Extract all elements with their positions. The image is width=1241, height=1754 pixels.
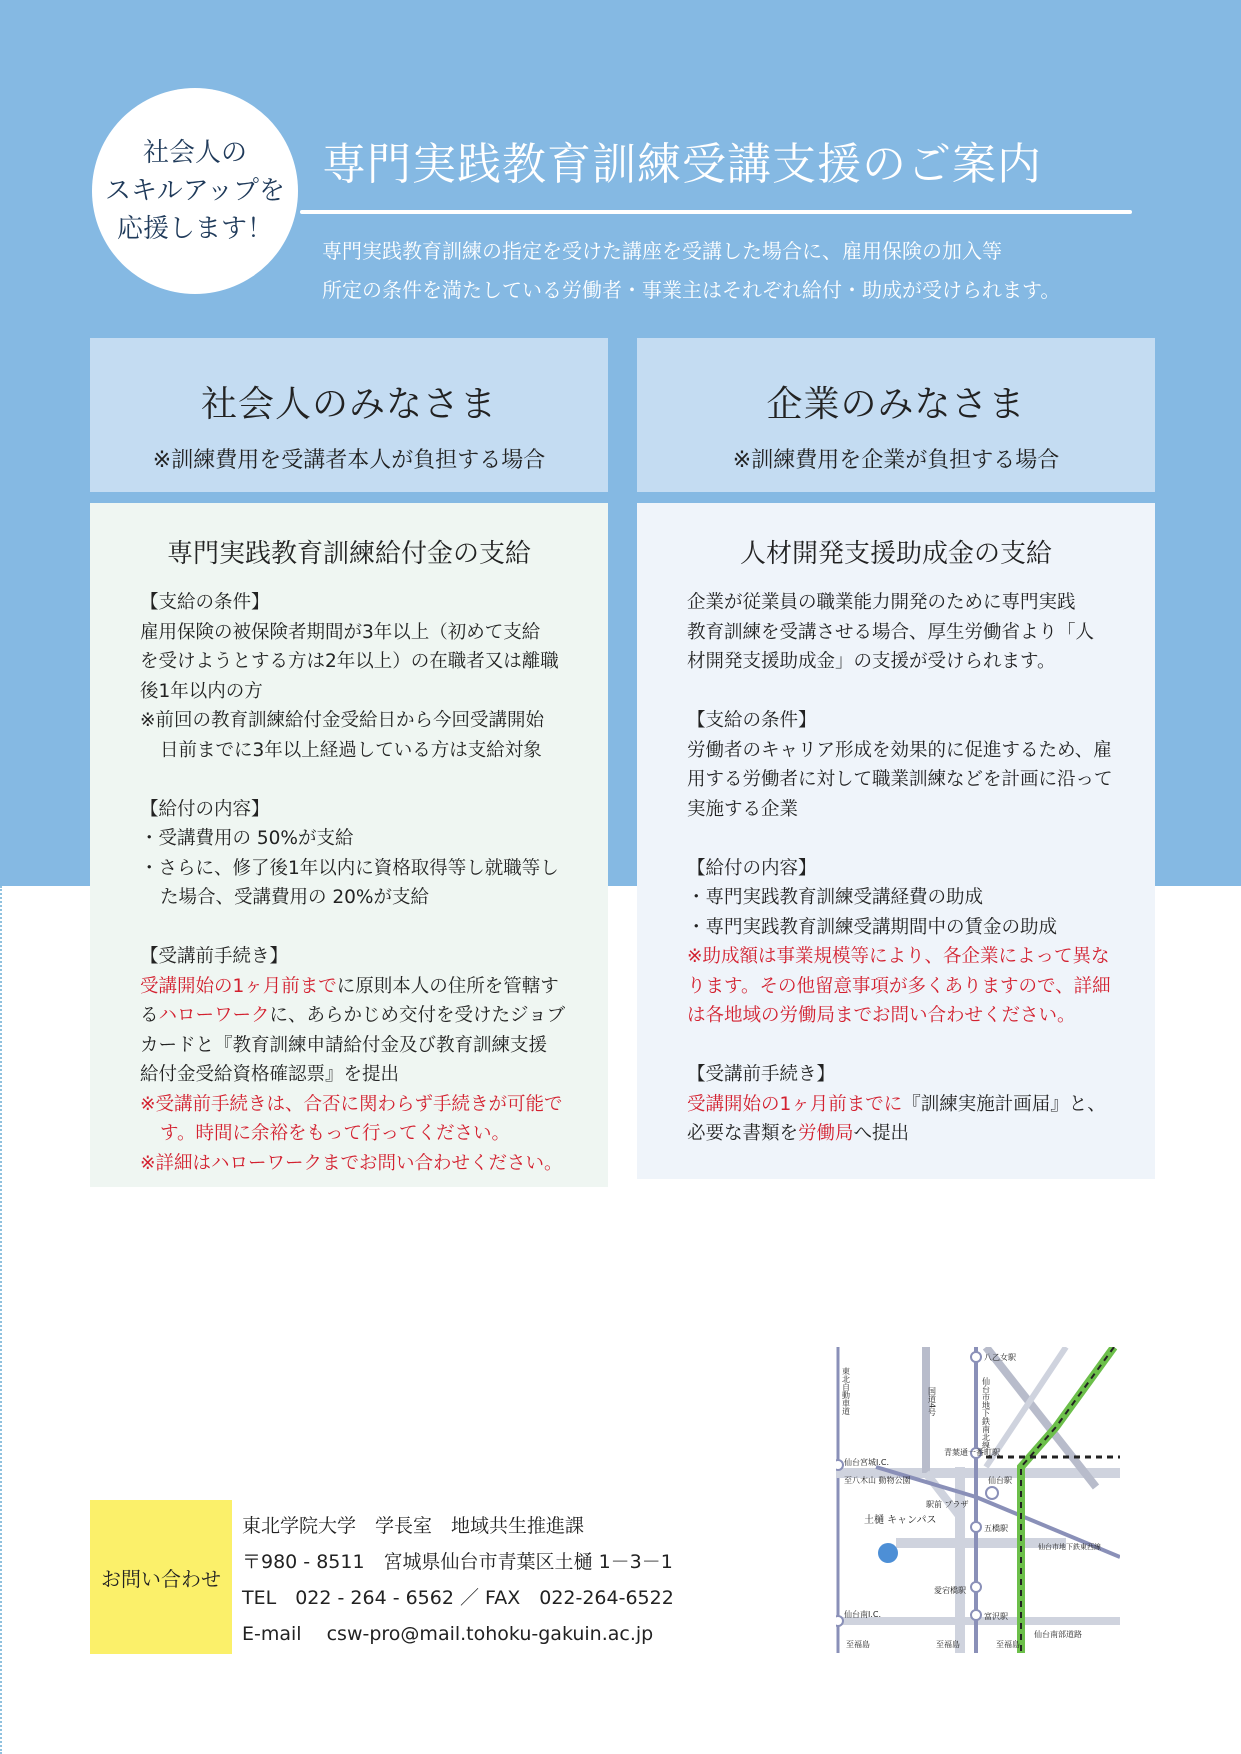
map-label: 仙台南I.C. bbox=[844, 1610, 882, 1619]
map-label: 愛宕橋駅 bbox=[934, 1586, 966, 1595]
map-svg bbox=[836, 1347, 1120, 1653]
badge-circle bbox=[92, 88, 298, 294]
text-span: に原則本人の住所を管轄す bbox=[336, 975, 559, 997]
map-label: 五橋駅 bbox=[984, 1524, 1008, 1533]
ic-miyagi-marker bbox=[836, 1460, 843, 1470]
map-label: 仙台駅 bbox=[988, 1476, 1012, 1485]
station-aikoku-marker bbox=[971, 1582, 981, 1592]
badge-text: 社会人の スキルアップを 応援します！ bbox=[105, 138, 285, 244]
map-label: 仙台市地下鉄南北線 bbox=[981, 1377, 991, 1449]
warning-line: す。時間に余裕をもって行ってください。 bbox=[160, 1123, 511, 1144]
text-line: 給付金受給資格確認票』を提出 bbox=[140, 1064, 400, 1085]
contact-label-box bbox=[90, 1500, 232, 1654]
map-label: 富沢駅 bbox=[984, 1612, 1008, 1621]
column-header-individuals bbox=[90, 338, 608, 492]
section-label: 【給付の内容】 bbox=[140, 798, 270, 820]
text-span: へ提出 bbox=[853, 1123, 910, 1144]
text-line: 企業が従業員の職業能力開発のために専門実践 bbox=[687, 592, 1076, 613]
contact-info bbox=[242, 1508, 674, 1652]
note-line: 日前までに3年以上経過している方は支給対象 bbox=[160, 739, 542, 761]
intro-line: 専門実践教育訓練の指定を受けた講座を受講した場合に、雇用保険の加入等 bbox=[322, 239, 1002, 263]
station-yaotome-marker bbox=[971, 1352, 981, 1362]
section-label: 【受講前手続き】 bbox=[687, 1064, 836, 1085]
text-span: に、あらかじめ交付を受けたジョブ bbox=[269, 1005, 566, 1026]
text-line: 実施する企業 bbox=[687, 798, 799, 820]
column-subheading: ※訓練費用を受講者本人が負担する場合 bbox=[152, 448, 546, 473]
station-sendai-marker bbox=[986, 1487, 998, 1499]
column-heading: 企業のみなさま bbox=[766, 384, 1026, 425]
warning-line: ります。その他留意事項が多くありますので、詳細 bbox=[687, 975, 1111, 997]
map-label: 至福島 bbox=[936, 1640, 960, 1649]
panel-individual-benefit bbox=[90, 503, 608, 1187]
map-label: 八乙女駅 bbox=[984, 1353, 1016, 1362]
contact-org: 東北学院大学 学長室 地域共生推進課 bbox=[242, 1515, 585, 1537]
section-label: 【支給の条件】 bbox=[687, 710, 817, 731]
map-label: 至福島 bbox=[846, 1640, 870, 1649]
text-line: 労働者のキャリア形成を効果的に促進するため、雇 bbox=[687, 739, 1112, 761]
access-map bbox=[836, 1347, 1120, 1653]
bullet-line: ・専門実践教育訓練受講期間中の賃金の助成 bbox=[687, 916, 1058, 938]
note-line: ※前回の教育訓練給付金受給日から今回受講開始 bbox=[140, 710, 545, 731]
section-label: 【給付の内容】 bbox=[687, 857, 817, 879]
text-line bbox=[140, 1001, 588, 1031]
text-line bbox=[687, 1119, 1135, 1149]
text-line: 用する労働者に対して職業訓練などを計画に沿って bbox=[687, 769, 1113, 790]
map-label: 青葉通一番町駅 bbox=[944, 1448, 1000, 1457]
bullet-line: た場合、受講費用の 20%が支給 bbox=[160, 887, 430, 908]
text-span: る bbox=[140, 1005, 159, 1026]
panel-body bbox=[637, 588, 1155, 1149]
text-line: 後1年以内の方 bbox=[140, 680, 263, 702]
map-label: 駅前 プラザ bbox=[926, 1500, 969, 1509]
text-span: 必要な書類を bbox=[687, 1123, 799, 1144]
title-divider bbox=[300, 210, 1132, 214]
intro-text bbox=[322, 232, 1060, 310]
panel-title: 人材開発支援助成金の支給 bbox=[739, 539, 1052, 569]
bullet-line: ・専門実践教育訓練受講経費の助成 bbox=[687, 887, 984, 908]
contact-address: 〒980 - 8511 宮城県仙台市青葉区土樋 1－3－1 bbox=[242, 1551, 673, 1573]
warning-line: ※受講前手続きは、合否に関わらず手続きが可能で bbox=[140, 1093, 563, 1115]
column-heading: 社会人のみなさま bbox=[200, 384, 497, 425]
map-label: 仙台宮城I.C. bbox=[844, 1458, 890, 1467]
contact-label: お問い合わせ bbox=[101, 1566, 221, 1591]
map-label: 至八木山 動物公園 bbox=[844, 1476, 911, 1485]
panel-body bbox=[90, 588, 608, 1178]
text-line: 雇用保険の被保険者期間が3年以上（初めて支給 bbox=[140, 621, 541, 643]
contact-email[interactable]: E-mail csw-pro@mail.tohoku-gakuin.ac.jp bbox=[242, 1623, 654, 1645]
page-title: 専門実践教育訓練受講支援のご案内 bbox=[322, 139, 1042, 190]
text-line bbox=[687, 1090, 1135, 1120]
map-label: 国道4号 bbox=[927, 1387, 937, 1417]
highlight-text: 受講開始の1ヶ月前まで bbox=[140, 975, 337, 997]
bullet-line: ・さらに、修了後1年以内に資格取得等し就職等し bbox=[140, 857, 559, 879]
contact-phone: TEL 022 - 264 - 6562 ／ FAX 022-264-6522 bbox=[242, 1587, 674, 1609]
map-label: 東北自動車道 bbox=[841, 1367, 851, 1415]
map-label: 仙台市地下鉄東西線 bbox=[1038, 1543, 1101, 1551]
ic-minami-marker bbox=[836, 1616, 843, 1626]
map-label: 至福島 bbox=[996, 1640, 1020, 1649]
panel-title: 専門実践教育訓練給付金の支給 bbox=[166, 539, 531, 569]
warning-line: ※助成額は事業規模等により、各企業によって異な bbox=[687, 946, 1110, 967]
station-itsutsu-marker bbox=[971, 1522, 981, 1532]
section-label: 【受講前手続き】 bbox=[140, 946, 289, 967]
column-header-companies bbox=[637, 338, 1155, 492]
highlight-text: ハローワーク bbox=[158, 1005, 270, 1026]
text-line: を受けようとする方は2年以上）の在職者又は離職 bbox=[140, 651, 559, 672]
warning-line: は各地域の労働局までお問い合わせください。 bbox=[687, 1005, 1076, 1026]
column-subheading: ※訓練費用を企業が負担する場合 bbox=[732, 448, 1060, 473]
text-line: 教育訓練を受講させる場合、厚生労働省より「人 bbox=[687, 621, 1095, 643]
intro-line: 所定の条件を満たしている労働者・事業主はそれぞれ給付・助成が受けられます。 bbox=[322, 278, 1061, 302]
text-line bbox=[140, 972, 588, 1002]
bullet-line: ・受講費用の 50%が支給 bbox=[140, 828, 354, 849]
page-edge-dots bbox=[0, 886, 4, 1754]
warning-line: ※詳細はハローワークまでお問い合わせください。 bbox=[140, 1152, 563, 1174]
highlight-text: 受講開始の1ヶ月前までに bbox=[687, 1093, 903, 1115]
text-line: 材開発支援助成金」の支援が受けられます。 bbox=[687, 651, 1056, 672]
map-label: 仙台南部道路 bbox=[1034, 1630, 1082, 1639]
text-span: 『訓練実施計画届』と、 bbox=[902, 1093, 1106, 1115]
station-tomizawa-marker bbox=[971, 1610, 981, 1620]
map-label-campus: 土樋 キャンパス bbox=[864, 1515, 937, 1526]
panel-company-subsidy bbox=[637, 503, 1155, 1179]
highlight-text: 労働局 bbox=[798, 1123, 854, 1144]
text-line: カードと『教育訓練申請給付金及び教育訓練支援 bbox=[140, 1034, 548, 1056]
section-label: 【支給の条件】 bbox=[140, 592, 270, 613]
campus-marker bbox=[878, 1543, 898, 1563]
